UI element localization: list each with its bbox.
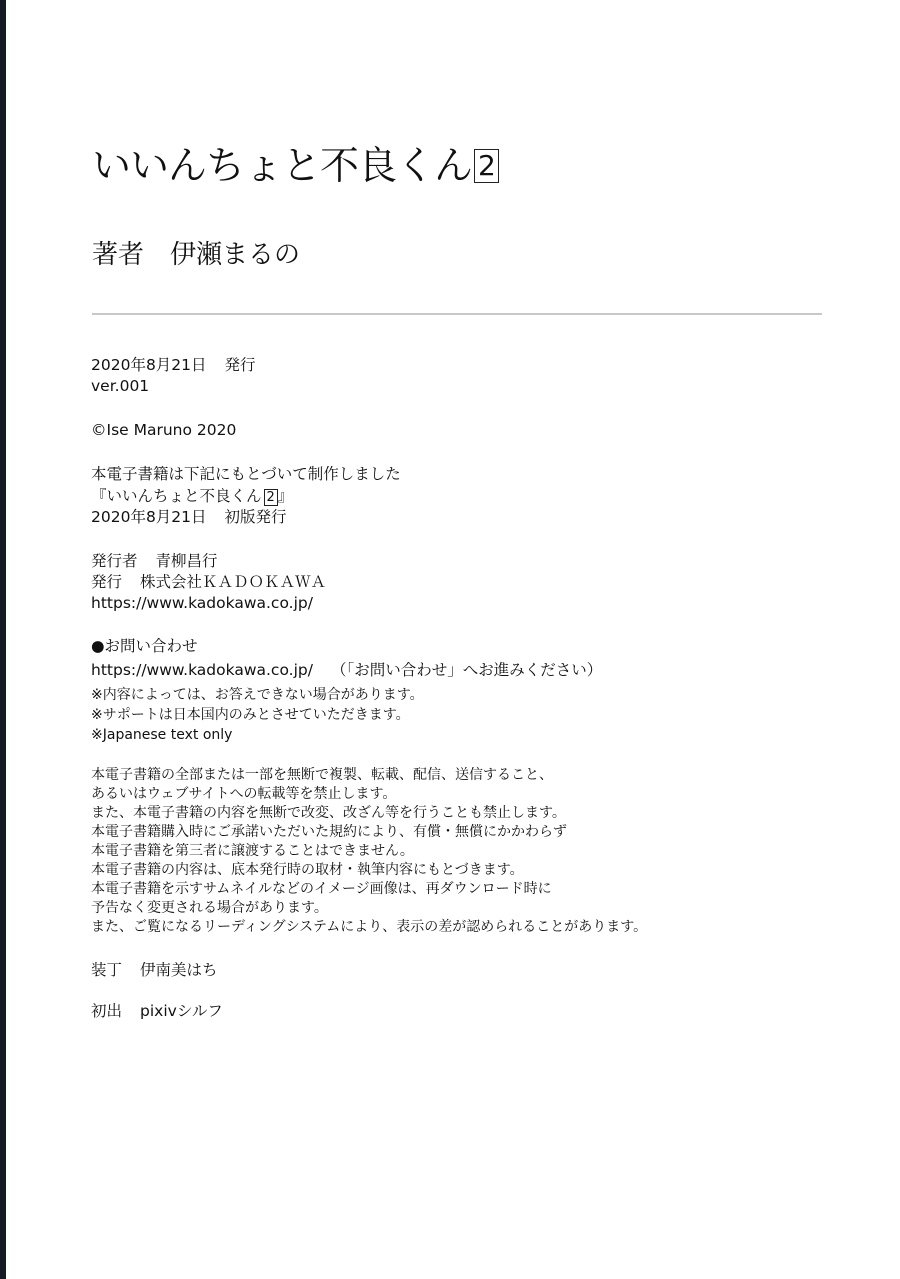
legal-line: 本電子書籍を第三者に譲渡することはできません。 [91,843,414,859]
legal-line: 本電子書籍の内容は、底本発行時の取材・執筆内容にもとづきます。 [91,862,524,878]
source-title [91,486,293,506]
publication-label: 発行 [224,356,256,374]
issuer-label: 発行 [91,573,123,591]
design-name: 伊南美はち [140,961,218,979]
title-text: いいんちょと不良くん [92,144,473,189]
divider [92,313,822,315]
source-edition: 初版発行 [224,508,287,526]
publisher-name: 青柳昌行 [155,552,218,570]
legal-line: 本電子書籍の全部または一部を無断で複製、転載、配信、送信すること、 [91,767,553,783]
publication-date-line [91,355,256,375]
design-line [91,960,218,980]
legal-line: また、ご覧になるリーディングシステムにより、表示の差が認められることがあります。 [91,919,648,935]
publisher-url[interactable]: https://www.kadokawa.co.jp/ [91,594,313,612]
source-title-text: 『いいんちょと不良くん [91,487,262,505]
legal-line: 本電子書籍を示すサムネイルなどのイメージ画像は、再ダウンロード時に [91,881,552,897]
source-date-line [91,507,287,527]
publisher-line [91,551,218,571]
legal-line: あるいはウェブサイトへの転載等を禁止します。 [91,786,397,802]
version: ver.001 [91,377,150,395]
source-title-end: 』 [277,487,294,505]
contact-note-1: ※内容によっては、お答えできない場合があります。 [91,687,424,703]
source-note: 本電子書籍は下記にもとづいて制作しました [91,465,401,483]
first-pub-line [91,1001,223,1021]
contact-note: （「お問い合わせ」へお進みください） [330,661,603,679]
page-edge [0,0,6,1279]
contact-note-2: ※サポートは日本国内のみとさせていただきます。 [91,707,410,723]
first-pub-name: pixivシルフ [140,1002,223,1020]
issuer-line [91,572,326,592]
publication-date: 2020年8月21日 [91,356,207,374]
publisher-label: 発行者 [91,552,138,570]
contact-line [91,660,602,680]
source-volume: 2 [264,489,278,506]
book-title [92,143,499,191]
author-label: 著者 [92,240,145,270]
author-name: 伊瀬まるの [170,240,301,270]
author-line [92,238,300,272]
legal-line: 予告なく変更される場合があります。 [91,900,328,916]
issuer-name: 株式会社ＫＡＤＯＫＡＷＡ [140,573,327,591]
first-pub-label: 初出 [91,1002,123,1020]
contact-heading: ●お問い合わせ [91,637,198,655]
design-label: 装丁 [91,961,123,979]
contact-url[interactable]: https://www.kadokawa.co.jp/ [91,661,313,679]
copyright: ©Ise Maruno 2020 [91,421,237,439]
source-date: 2020年8月21日 [91,508,207,526]
legal-line: また、本電子書籍の内容を無断で改変、改ざん等を行うことも禁止します。 [91,805,566,821]
legal-line: 本電子書籍購入時にご承諾いただいた規約により、有償・無償にかかわらず [91,824,567,840]
contact-note-3: ※Japanese text only [91,727,233,743]
volume-number: 2 [474,149,499,183]
